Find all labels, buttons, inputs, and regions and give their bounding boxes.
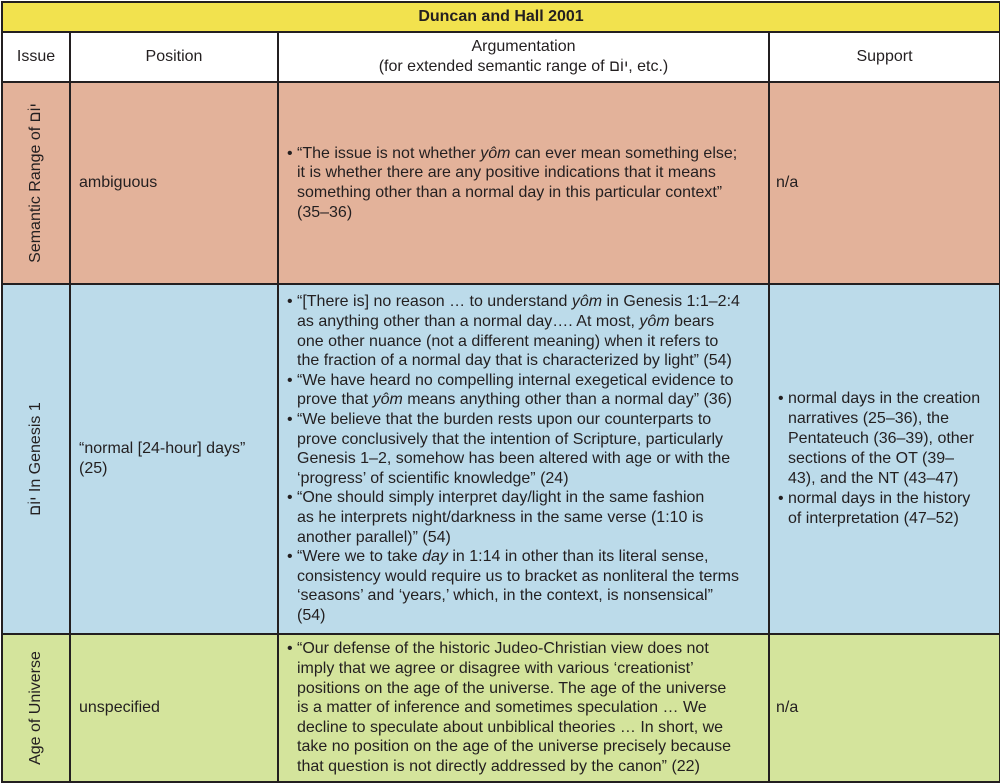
support-item: • normal days in the history of interpretation (47–52) bbox=[776, 489, 993, 529]
argument-item: • “One should simply interpret day/light in the same fashion as he interprets night/darkness in the same verse (1:10 is another parallel)” (54) bbox=[285, 488, 762, 547]
argumentation-cell bbox=[278, 82, 769, 284]
header-issue: Issue bbox=[2, 32, 70, 82]
issue-cell bbox=[2, 82, 70, 284]
issue-label: Semantic Range of יוֹם bbox=[27, 103, 44, 263]
table-title: Duncan and Hall 2001 bbox=[2, 2, 1000, 32]
argument-item: • “We believe that the burden rests upon our counterparts to prove conclusively that the intention of Scripture, particularly Genesis 1–2, somehow has been altered with age or with the ‘progress’ of scientific knowledge” (24) bbox=[285, 410, 762, 488]
header-argumentation-line2: (for extended semantic range of יוֹם, etc.) bbox=[378, 58, 669, 75]
support-cell bbox=[769, 284, 1000, 634]
position-cell: “normal [24-hour] days” (25) bbox=[70, 284, 278, 634]
comparison-table bbox=[1, 1, 1000, 783]
table-row-age-of-universe bbox=[2, 634, 1000, 782]
argument-item: • “Our defense of the historic Judeo-Christian view does not imply that we agree or disagree with various ‘creationist’ positions on the age of the universe. The age of the universe is a matter of inference and sometimes speculation … We decline to speculate about unbiblical theories … In short, we take no position on the age of the universe precisely because that question is not directly addressed by the canon” (22) bbox=[285, 639, 762, 776]
position-cell: ambiguous bbox=[70, 82, 278, 284]
issue-cell bbox=[2, 634, 70, 782]
issue-label: יוֹם In Genesis 1 bbox=[27, 402, 44, 516]
argumentation-cell bbox=[278, 284, 769, 634]
position-cell: unspecified bbox=[70, 634, 278, 782]
header-argumentation bbox=[278, 32, 769, 82]
argumentation-cell bbox=[278, 634, 769, 782]
support-item: • normal days in the creation narratives (25–36), the Pentateuch (36–39), other sections of the OT (39– 43), and the NT (43–47) bbox=[776, 389, 993, 489]
support-cell: n/a bbox=[769, 634, 1000, 782]
issue-label: Age of Universe bbox=[27, 651, 44, 765]
table-row-genesis bbox=[2, 284, 1000, 634]
argument-item: • “We have heard no compelling internal exegetical evidence to prove that yôm means anything other than a normal day” (36) bbox=[285, 371, 762, 410]
header-position: Position bbox=[70, 32, 278, 82]
header-argumentation-line1: Argumentation bbox=[471, 38, 576, 55]
argument-item: • “[There is] no reason … to understand yôm in Genesis 1:1–2:4 as anything other than a normal day…. At most, yôm bears one other nuance (not a different meaning) when it refers to the fraction of a normal day that is characterized by light” (54) bbox=[285, 292, 762, 370]
issue-cell bbox=[2, 284, 70, 634]
table-row-semantic-range bbox=[2, 82, 1000, 284]
argument-item: • “The issue is not whether yôm can ever mean something else; it is whether there are any positive indications that it means something other than a normal day in this particular context” (35–36) bbox=[285, 144, 762, 222]
argument-item: • “Were we to take day in 1:14 in other than its literal sense, consistency would require us to bracket as nonliteral the terms ‘seasons’ and ‘years,’ which, in the context, is nonsensical” (54) bbox=[285, 547, 762, 625]
support-cell: n/a bbox=[769, 82, 1000, 284]
header-support: Support bbox=[769, 32, 1000, 82]
